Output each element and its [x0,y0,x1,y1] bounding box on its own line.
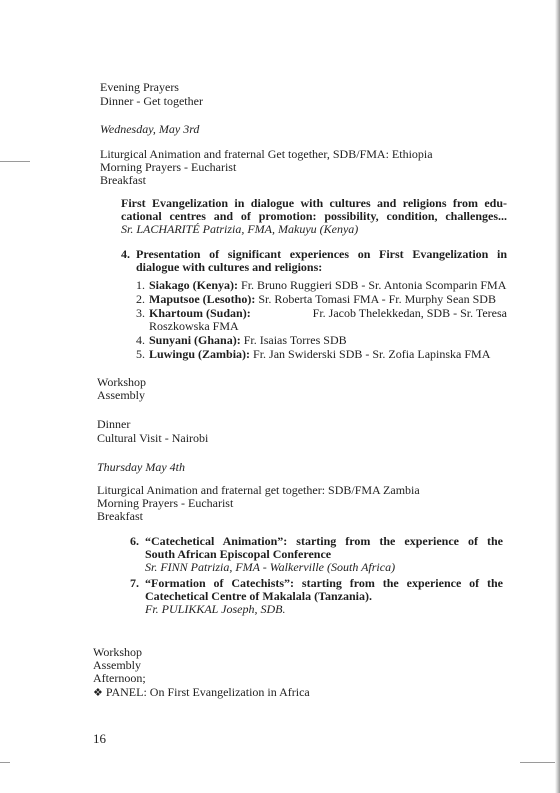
item-number: 7. [130,576,139,590]
diamond-bullet-icon: ❖ [93,687,103,699]
subitem-text: Fr. Jacob Thelekkedan, SDB - Sr. Teresa [312,306,507,320]
item-title: Presentation of significant experiences on First Evangelization in [136,247,507,261]
talk-speaker: Sr. LACHARITÉ Patrizia, FMA, Makuyu (Kenya) [121,222,359,236]
panel-line [93,686,310,701]
schedule-line: Dinner [97,417,131,431]
item-number: 4. [121,247,130,261]
item-title: dialogue with cultures and religions: [136,260,323,274]
page-number: 16 [93,731,106,746]
subitem-text: Sr. Roberta Tomasi FMA - Fr. Murphy Sean SDB [258,292,496,306]
subitem-place: Luwingu (Zambia): [149,347,251,361]
subitem-continuation: Roszkowska FMA [149,319,239,333]
panel-text: PANEL: On First Evangelization in Africa [105,685,310,699]
subitem-number: 1. [136,278,145,292]
subitem [149,334,347,348]
schedule-line: Dinner - Get together [100,94,203,108]
subitem-text: Fr. Jan Swiderski SDB - Sr. Zofia Lapinska FMA [253,347,491,361]
subitem [149,279,506,293]
item-speaker: Sr. FINN Patrizia, FMA - Walkerville (South Africa) [145,560,396,574]
subitem-text: Fr. Isaias Torres SDB [243,333,347,347]
subitem-number: 4. [136,333,145,347]
schedule-line: Liturgical Animation and fraternal Get together, SDB/FMA: Ethiopia [100,147,433,161]
schedule-line: Morning Prayers - Eucharist [100,160,237,174]
subitem-place: Siakago (Kenya): [149,278,239,292]
schedule-line: Workshop [93,645,143,659]
item-title: “Formation of Catechists”: starting from the experience of the [145,576,503,590]
subitem-number: 5. [136,347,145,361]
item-title: “Catechetical Animation”: starting from the experience of the [145,534,503,548]
schedule-line: Breakfast [97,509,143,523]
item-speaker: Fr. PULIKKAL Joseph, SDB. [145,602,286,616]
subitem [149,348,490,362]
schedule-line: Liturgical Animation and fraternal get together: SDB/FMA Zambia [97,483,420,497]
subitem [149,293,496,307]
subitem-place: Khartoum (Sudan): [149,306,251,320]
item-number: 6. [130,534,139,548]
subitem-text: Fr. Bruno Ruggieri SDB - Sr. Antonia Scomparin FMA [241,278,507,292]
day-heading: Thursday May 4th [97,460,185,474]
item-title: South African Episcopal Conference [145,547,332,561]
item-title: Catechetical Centre of Makalala (Tanzania). [145,589,372,603]
schedule-line: Cultural Visit - Nairobi [97,431,209,445]
subitem-place: Sunyani (Ghana): [149,333,241,347]
subitem-number: 2. [136,292,145,306]
margin-rule-bottom-right [520,762,555,763]
margin-rule-bottom [0,762,10,763]
schedule-line: Assembly [93,658,141,672]
day-heading: Wednesday, May 3rd [100,122,200,136]
subitem-place: Maputsoe (Lesotho): [149,292,256,306]
subitem-number: 3. [136,306,145,320]
margin-rule-top [0,161,30,162]
schedule-line: Workshop [97,375,147,389]
talk-title: cational centres and of promotion: possibility, condition, challenges... [121,209,507,223]
page-edge [555,0,560,793]
schedule-line: Breakfast [100,173,146,187]
schedule-line: Afternoon; [93,671,146,685]
schedule-line: Evening Prayers [100,80,179,94]
schedule-line: Morning Prayers - Eucharist [97,496,234,510]
talk-title: First Evangelization in dialogue with cultures and religions from edu- [121,196,507,210]
schedule-line: Assembly [97,388,145,402]
